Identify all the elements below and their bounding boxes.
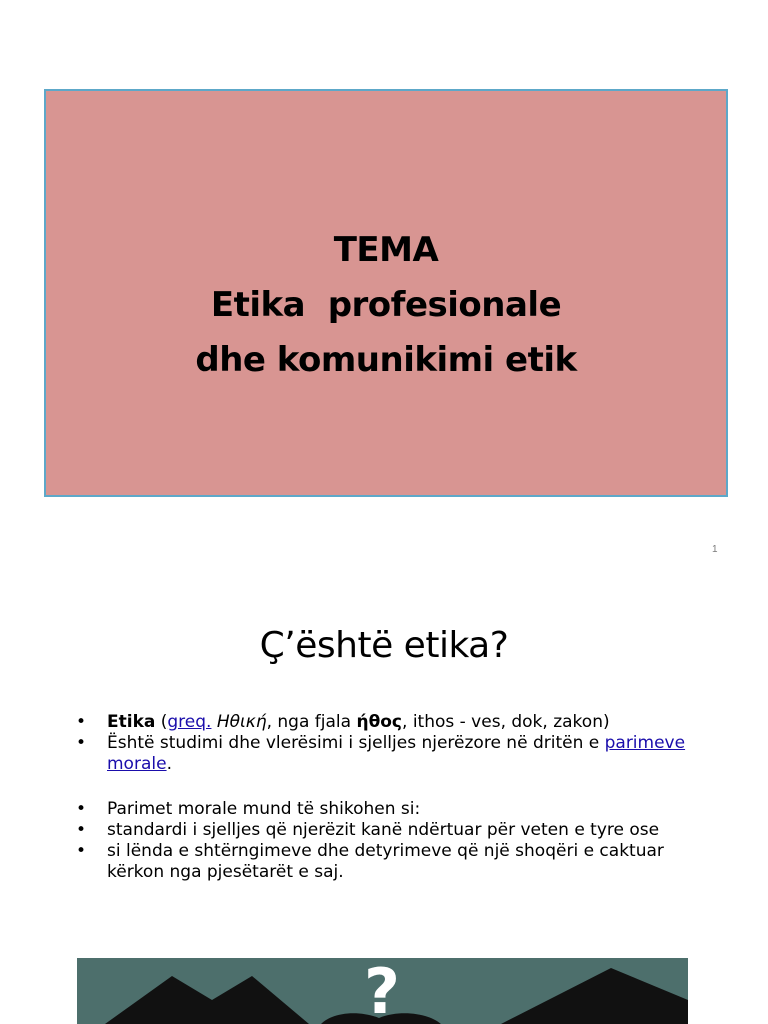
title-line-2: Etika profesionale xyxy=(210,285,562,325)
link-morale[interactable]: morale xyxy=(107,754,167,774)
link-parimeve[interactable]: parimeve xyxy=(604,733,686,753)
slide-heading: Ç’është etika? xyxy=(259,625,509,666)
bullet-item-principles: • Parimet morale mund të shikohen si: xyxy=(76,799,696,820)
open-paren: ( xyxy=(155,712,168,732)
page-number: 1 xyxy=(712,544,718,555)
bullet-item-constraints: • si lënda e shtërngimeve dhe detyrimeve që një shoqëri e caktuar kërkon nga pjesëtarët e saj. xyxy=(76,841,696,883)
greek-word: Ηθική xyxy=(211,712,267,732)
text-mid: , nga fjala xyxy=(266,712,357,732)
bullet-item-etika xyxy=(76,712,696,733)
slide-title xyxy=(46,223,726,388)
definition-end: . xyxy=(166,754,172,774)
definition-text: Është studimi dhe vlerësimi i sjelljes njerëzore në dritën e xyxy=(107,733,605,753)
link-greq[interactable]: greq. xyxy=(167,712,212,732)
term-etika: Etika xyxy=(107,712,156,732)
bullet-list xyxy=(76,712,696,883)
bullet-item-definition xyxy=(76,733,696,775)
title-line-1: TEMA xyxy=(333,230,439,270)
question-mark-icon: ? xyxy=(364,958,400,1024)
greek-root: ήθος xyxy=(356,712,403,732)
title-slide xyxy=(44,89,728,497)
illustration-image xyxy=(77,958,688,1024)
title-line-3: dhe komunikimi etik xyxy=(195,340,577,380)
bullet-item-standard: • standardi i sjelljes që njerëzit kanë ndërtuar për veten e tyre ose xyxy=(76,820,696,841)
text-end: , ithos - ves, dok, zakon) xyxy=(402,712,610,732)
illustration-svg xyxy=(77,958,688,1024)
